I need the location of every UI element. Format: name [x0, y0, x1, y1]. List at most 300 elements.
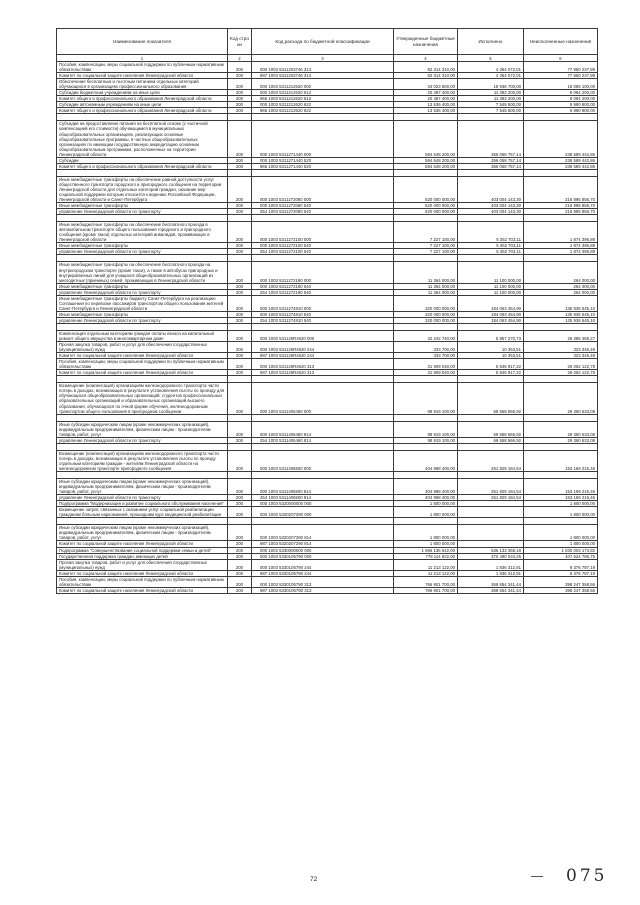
line-code-cell: 200 [228, 421, 252, 437]
spacer-cell [394, 255, 458, 262]
spacer-cell [57, 443, 228, 450]
executed-amount-cell [458, 507, 524, 518]
unexecuted-amount-cell: 1 874 396,89 [524, 249, 598, 255]
approved-amount-cell: 11 364 000,00 [394, 289, 458, 295]
approved-amount-cell: 11 364 000,00 [394, 283, 458, 289]
spacer-cell [458, 443, 524, 450]
spacer-cell [524, 215, 598, 222]
spacer-cell [228, 114, 252, 121]
spacer-cell [252, 472, 394, 479]
budget-code-cell: 000 1003 5311272100 540 [252, 243, 394, 249]
line-code-cell: 200 [228, 587, 252, 593]
approved-amount-cell: 31 909 040,00 [394, 370, 458, 376]
budget-code-cell: 000 1003 5311274810 000 [252, 295, 394, 311]
indicator-name-cell: Государственная поддержка граждан, имеющих детей [57, 553, 228, 559]
line-code-cell: 200 [228, 495, 252, 501]
unexecuted-amount-cell: 1 030 003 173,82 [524, 547, 598, 553]
approved-amount-cell: 594 648 200,00 [394, 163, 458, 169]
budget-code-cell: 254 1003 5311406500 814 [252, 495, 394, 501]
indicator-name-cell: Комитет по социальной защите населения Ленинградской области [57, 541, 228, 547]
indicator-name-cell: Возмещение (компенсация) организациям железнодорожного транспорта части потерь в доходах, возникающих в результате установления льготы по проезду для обучающихся общеобразовательных организаций, студентов профессиональных образовательных организаций и образовательных организаций высшего образования, обучающихся по очной форме обучения, железнодорожным транспортом общего пользования в пригородном сообщении [57, 383, 228, 414]
line-code-cell: 200 [228, 262, 252, 283]
budget-code-cell: 000 1003 5311272190 540 [252, 283, 394, 289]
indicator-name-cell: Возмещение затрат, связанных с оказанием услуг социальной реабилитации гражданам больным наркоманией, прошедшим курс медицинской реабилитации [57, 507, 228, 518]
approved-amount-cell: 34 023 800,00 [394, 79, 458, 90]
approved-amount-cell: 13 536 400,00 [394, 102, 458, 108]
table-row [57, 576, 598, 587]
spacer-cell [524, 414, 598, 421]
approved-amount-cell: 98 919 100,00 [394, 421, 458, 437]
line-code-cell: 200 [228, 163, 252, 169]
column-numbers-row [57, 55, 598, 62]
line-code-cell: 200 [228, 62, 252, 73]
line-code-cell: 200 [228, 383, 252, 414]
line-code-cell: 200 [228, 295, 252, 311]
spacer-cell [458, 518, 524, 525]
executed-amount-cell: 69 558 566,92 [458, 421, 524, 437]
table-row [57, 121, 598, 157]
line-code-cell: 200 [228, 576, 252, 587]
column-number: 2 [228, 55, 252, 62]
executed-amount-cell: 403 004 143,30 [458, 209, 524, 215]
spacer-cell [252, 414, 394, 421]
approved-amount-cell: 1 800 000,00 [394, 501, 458, 507]
budget-execution-table [56, 28, 598, 594]
line-code-cell: 200 [228, 570, 252, 576]
approved-amount-cell: 1 800 000,00 [394, 507, 458, 518]
unexecuted-amount-cell: 238 589 442,86 [524, 121, 598, 157]
column-number: 1 [57, 55, 228, 62]
spacer-cell [57, 255, 228, 262]
unexecuted-amount-cell: 153 169 215,46 [524, 479, 598, 495]
table-row [57, 421, 598, 437]
spacer-cell [57, 215, 228, 222]
header-approved: Утвержденные бюджетные назначения [394, 29, 458, 55]
indicator-name-cell: Иные межбюджетные трансферты [57, 203, 228, 209]
spacer-cell [394, 443, 458, 450]
spacer-row [57, 518, 598, 525]
spacer-cell [394, 169, 458, 176]
budget-code-cell: 000 1003 531126R4620 313 [252, 359, 394, 370]
line-code-cell: 200 [228, 359, 252, 370]
budget-code-cell: 987 1003 5311203746 313 [252, 73, 394, 79]
table-row [57, 222, 598, 243]
spacer-cell [458, 414, 524, 421]
indicator-name-cell: Комитет общего и профессионального образования Ленинградской области [57, 163, 228, 169]
approved-amount-cell: 620 000 000,00 [394, 176, 458, 202]
line-code-cell: 200 [228, 102, 252, 108]
executed-amount-cell: 10 353,51 [458, 353, 524, 359]
line-code-cell: 200 [228, 289, 252, 295]
budget-code-cell: 000 1003 5311212620 622 [252, 102, 394, 108]
line-code-cell: 200 [228, 353, 252, 359]
unexecuted-amount-cell: 5 990 900,00 [524, 108, 598, 114]
spacer-cell [394, 518, 458, 525]
scan-mark [531, 876, 543, 877]
line-code-cell: 200 [228, 547, 252, 553]
line-code-cell: 200 [228, 283, 252, 289]
executed-amount-cell: 11 393 200,00 [458, 90, 524, 96]
indicator-name-cell: Комитет по социальной защите населения Ленинградской области [57, 370, 228, 376]
executed-amount-cell: 5 846 917,22 [458, 359, 524, 370]
indicator-name-cell: Пособия, компенсации, меры социальной поддержки по публичным нормативным обязательствам [57, 576, 228, 587]
unexecuted-amount-cell: 29 360 533,08 [524, 383, 598, 414]
spacer-row [57, 323, 598, 330]
line-code-cell: 200 [228, 450, 252, 471]
indicator-name-cell: управление Ленинградской области по транспорту [57, 495, 228, 501]
approved-amount-cell: 594 648 200,00 [394, 121, 458, 157]
unexecuted-amount-cell: 407 624 785,75 [524, 553, 598, 559]
unexecuted-amount-cell: 26 062 122,78 [524, 370, 598, 376]
executed-amount-cell: 356 058 757,14 [458, 157, 524, 163]
line-code-cell: 200 [228, 559, 252, 570]
spacer-cell [524, 443, 598, 450]
unexecuted-amount-cell: 29 360 533,08 [524, 437, 598, 443]
executed-amount-cell: 69 558 566,92 [458, 437, 524, 443]
line-code-cell: 200 [228, 501, 252, 507]
unexecuted-amount-cell: 398 247 358,56 [524, 587, 598, 593]
executed-amount-cell: 403 004 143,30 [458, 176, 524, 202]
page-stamp: 075 [566, 866, 608, 886]
unexecuted-amount-cell: 135 936 545,10 [524, 295, 598, 311]
table-row [57, 479, 598, 495]
line-code-cell: 200 [228, 330, 252, 341]
budget-code-cell: 000 1003 5311406460 000 [252, 383, 394, 414]
unexecuted-amount-cell: 264 000,00 [524, 289, 598, 295]
budget-code-cell: 254 1003 5311406460 814 [252, 437, 394, 443]
executed-amount-cell: 11 100 000,00 [458, 289, 524, 295]
spacer-cell [57, 169, 228, 176]
budget-code-cell: 000 1003 5320207290 000 [252, 507, 394, 518]
spacer-cell [458, 255, 524, 262]
column-number: 6 [524, 55, 598, 62]
budget-code-cell: 987 1003 531126R4620 244 [252, 353, 394, 359]
unexecuted-amount-cell: 153 169 215,46 [524, 495, 598, 501]
line-code-cell: 200 [228, 342, 252, 353]
unexecuted-amount-cell: 26 385 469,27 [524, 330, 598, 341]
executed-amount-cell: 636 133 368,18 [458, 547, 524, 553]
unexecuted-amount-cell: 153 169 215,46 [524, 450, 598, 471]
budget-code-cell: 000 1003 5330000000 000 [252, 547, 394, 553]
approved-amount-cell: 7 227 100,00 [394, 249, 458, 255]
approved-amount-cell: 11 364 000,00 [394, 262, 458, 283]
spacer-cell [228, 323, 252, 330]
executed-amount-cell [458, 525, 524, 541]
approved-amount-cell: 620 000 000,00 [394, 203, 458, 209]
executed-amount-cell: 5 352 703,11 [458, 249, 524, 255]
spacer-cell [228, 518, 252, 525]
line-code-cell: 200 [228, 553, 252, 559]
spacer-cell [524, 376, 598, 383]
indicator-name-cell: Комитет по социальной защите населения Ленинградской области [57, 587, 228, 593]
unexecuted-amount-cell: 1 800 000,00 [524, 541, 598, 547]
indicator-name-cell: Иные межбюджетные трансферты бюджету Санкт-Петербурга на реализацию Соглашения по перевозке пассажиров транспортом общего пользования жителей Санкт-Петербурга и Ленинградской области [57, 295, 228, 311]
line-code-cell: 200 [228, 317, 252, 323]
spacer-cell [252, 114, 394, 121]
column-number: 5 [458, 55, 524, 62]
spacer-cell [394, 215, 458, 222]
line-code-cell: 200 [228, 249, 252, 255]
table-row [57, 330, 598, 341]
spacer-cell [524, 323, 598, 330]
approved-amount-cell: 620 000 000,00 [394, 209, 458, 215]
spacer-cell [524, 518, 598, 525]
executed-amount-cell: 184 063 454,90 [458, 295, 524, 311]
indicator-name-cell: Обеспечение бесплатным и льготным питанием отдельных категорий обучающихся в организациях профессионального образования [57, 79, 228, 90]
executed-amount-cell: 356 058 757,14 [458, 121, 524, 157]
executed-amount-cell: 4 364 072,01 [458, 73, 524, 79]
approved-amount-cell: 766 901 700,00 [394, 576, 458, 587]
table-row [57, 525, 598, 541]
approved-amount-cell: 82 314 310,00 [394, 73, 458, 79]
approved-amount-cell: 7 227 100,00 [394, 243, 458, 249]
header-line-code: Код стро ки [228, 29, 252, 55]
unexecuted-amount-cell: 1 800 000,00 [524, 501, 598, 507]
approved-amount-cell: 404 998 400,00 [394, 450, 458, 471]
budget-code-cell: 000 1003 5311272190 000 [252, 262, 394, 283]
budget-code-cell: 000 1003 5311272100 000 [252, 222, 394, 243]
budget-code-cell: 000 1003 5330105790 244 [252, 559, 394, 570]
indicator-name-cell: Прочая закупка товаров, работ и услуг для обеспечения государственных (муниципальных) нужд [57, 559, 228, 570]
budget-code-cell: 966 1003 5311212620 612 [252, 96, 394, 102]
indicator-name-cell: Комитет по социальной защите населения Ленинградской области [57, 353, 228, 359]
unexecuted-amount-cell: 264 000,00 [524, 283, 598, 289]
spacer-cell [458, 323, 524, 330]
approved-amount-cell: 1 666 136 542,00 [394, 547, 458, 553]
spacer-row [57, 255, 598, 262]
approved-amount-cell: 778 114 822,00 [394, 553, 458, 559]
spacer-cell [228, 472, 252, 479]
indicator-name-cell: Субсидии на предоставление питания на бесплатной основе (с частичной компенсацией его стоимости) обучающимся в муниципальных общеобразовательных организациях, реализующих основные общеобразовательные программы, в частных общеобразовательных организациях по имеющим государственную аккредитацию основным общеобразовательным программам, расположенных на территории Ленинградской области [57, 121, 228, 157]
budget-code-cell: 000 1003 5311203746 313 [252, 62, 394, 73]
unexecuted-amount-cell: 77 950 237,99 [524, 73, 598, 79]
executed-amount-cell: 1 836 312,81 [458, 570, 524, 576]
line-code-cell: 200 [228, 121, 252, 157]
approved-amount-cell: 82 314 310,00 [394, 62, 458, 73]
indicator-name-cell: Подпрограмма "Модернизация и развитие социального обслуживания населения" [57, 501, 228, 507]
table-row [57, 587, 598, 593]
indicator-name-cell: Иные межбюджетные трансферты на обеспечение равной доступности услуг общественного транспорта городского и пригородного сообщения на территории Ленинградской области для отдельных категорий граждан, оказание мер социальной поддержки которым относится к ведению Российской Федерации, Ленинградской области и Санкт-Петербурга [57, 176, 228, 202]
budget-code-cell: 254 1003 5311272100 540 [252, 249, 394, 255]
budget-code-cell: 000 1003 5311212620 000 [252, 79, 394, 90]
budget-code-cell: 000 1003 5311406500 814 [252, 479, 394, 495]
table-row [57, 62, 598, 73]
approved-amount-cell: 404 998 400,00 [394, 479, 458, 495]
budget-code-cell: 000 1003 5320207290 814 [252, 525, 394, 541]
table-row [57, 383, 598, 414]
executed-amount-cell: 5 857 270,73 [458, 330, 524, 341]
indicator-name-cell: Комитет общего и профессионального образования Ленинградской области [57, 108, 228, 114]
approved-amount-cell: 20 487 400,00 [394, 90, 458, 96]
line-code-cell: 200 [228, 90, 252, 96]
spacer-cell [524, 114, 598, 121]
indicator-name-cell: Компенсация отдельным категориям граждан оплаты взноса на капитальный ремонт общего имущества в многоквартирном доме [57, 330, 228, 341]
spacer-cell [458, 472, 524, 479]
budget-code-cell: 000 1003 5311271440 520 [252, 157, 394, 163]
approved-amount-cell: 333 700,00 [394, 342, 458, 353]
indicator-name-cell: Пособия, компенсации, меры социальной поддержки по публичным нормативным обязательствам [57, 359, 228, 370]
approved-amount-cell: 11 213 122,00 [394, 559, 458, 570]
line-code-cell: 200 [228, 525, 252, 541]
unexecuted-amount-cell: 135 936 545,10 [524, 311, 598, 317]
unexecuted-amount-cell: 29 360 533,08 [524, 421, 598, 437]
budget-code-cell: 966 1003 5311212620 622 [252, 108, 394, 114]
executed-amount-cell: 251 829 184,54 [458, 479, 524, 495]
indicator-name-cell: Иные межбюджетные трансферты [57, 243, 228, 249]
unexecuted-amount-cell: 1 874 396,89 [524, 222, 598, 243]
line-code-cell: 200 [228, 370, 252, 376]
approved-amount-cell: 1 800 000,00 [394, 541, 458, 547]
spacer-cell [394, 472, 458, 479]
spacer-cell [394, 414, 458, 421]
approved-amount-cell: 320 000 000,00 [394, 295, 458, 311]
unexecuted-amount-cell: 5 990 900,00 [524, 102, 598, 108]
line-code-cell: 200 [228, 437, 252, 443]
unexecuted-amount-cell: 9 094 200,00 [524, 96, 598, 102]
unexecuted-amount-cell: 1 874 396,89 [524, 243, 598, 249]
budget-code-cell: 000 1003 531126R4620 000 [252, 330, 394, 341]
spacer-cell [57, 323, 228, 330]
line-code-cell: 200 [228, 541, 252, 547]
budget-code-cell: 000 1003 5311271440 000 [252, 121, 394, 157]
budget-code-cell: 000 1003 5311272080 000 [252, 176, 394, 202]
indicator-name-cell: Иные межбюджетные трансферты [57, 283, 228, 289]
header-executed: Исполнено [458, 29, 524, 55]
budget-code-cell: 000 1003 5330105790 000 [252, 553, 394, 559]
approved-amount-cell: 766 901 700,00 [394, 587, 458, 593]
indicator-name-cell: Иные межбюджетные трансферты на обеспечение бесплатного проезда на внутригородском транспорте (кроме такси), а также в автобусах пригородных и внутрирайонных линий для учащихся общеобразовательных организаций из многодетных (приемных) семей, проживающих в Ленинградской области [57, 262, 228, 283]
line-code-cell: 200 [228, 222, 252, 243]
approved-amount-cell: 320 000 000,00 [394, 311, 458, 317]
approved-amount-cell: 13 536 400,00 [394, 108, 458, 114]
spacer-cell [252, 215, 394, 222]
unexecuted-amount-cell: 216 995 856,70 [524, 176, 598, 202]
unexecuted-amount-cell: 264 000,00 [524, 262, 598, 283]
spacer-row [57, 414, 598, 421]
spacer-row [57, 169, 598, 176]
table-body [57, 62, 598, 594]
executed-amount-cell: 5 352 703,11 [458, 222, 524, 243]
line-code-cell: 200 [228, 176, 252, 202]
approved-amount-cell: 98 919 100,00 [394, 437, 458, 443]
approved-amount-cell: 11 213 122,00 [394, 570, 458, 576]
indicator-name-cell: управление Ленинградской области по транспорту [57, 249, 228, 255]
approved-amount-cell: 333 700,00 [394, 353, 458, 359]
spacer-cell [57, 518, 228, 525]
spacer-cell [228, 376, 252, 383]
indicator-name-cell: Пособия, компенсации, меры социальной поддержки по публичным нормативным обязательствам [57, 62, 228, 73]
header-budget-code: Код расхода по бюджетной классификации [252, 29, 394, 55]
spacer-row [57, 443, 598, 450]
page-number: 72 [310, 876, 318, 883]
indicator-name-cell: Субсидии бюджетным учреждениям на иные цели [57, 90, 228, 96]
budget-code-cell: 987 1003 5330105790 313 [252, 587, 394, 593]
approved-amount-cell: 404 998 400,00 [394, 495, 458, 501]
indicator-name-cell: Иные субсидии юридическим лицам (кроме некоммерческих организаций), индивидуальным предпринимателям, физическим лицам - производителям товаров, работ, услуг [57, 421, 228, 437]
unexecuted-amount-cell: 238 589 442,86 [524, 163, 598, 169]
budget-code-cell: 000 1003 5311274810 540 [252, 311, 394, 317]
header-indicator-name: Наименование показателя [57, 29, 228, 55]
line-code-cell: 200 [228, 311, 252, 317]
approved-amount-cell: 98 919 100,00 [394, 383, 458, 414]
executed-amount-cell: 184 063 454,90 [458, 317, 524, 323]
executed-amount-cell: 251 829 184,54 [458, 495, 524, 501]
spacer-cell [252, 323, 394, 330]
indicator-name-cell: управление Ленинградской области по транспорту [57, 437, 228, 443]
spacer-cell [252, 443, 394, 450]
unexecuted-amount-cell: 26 062 122,78 [524, 359, 598, 370]
line-code-cell: 200 [228, 209, 252, 215]
executed-amount-cell: 11 393 200,00 [458, 96, 524, 102]
spacer-row [57, 114, 598, 121]
line-code-cell: 200 [228, 108, 252, 114]
indicator-name-cell: Субсидии автономным учреждениям на иные цели [57, 102, 228, 108]
executed-amount-cell: 18 938 700,00 [458, 79, 524, 90]
budget-code-cell: 254 1003 5311274810 540 [252, 317, 394, 323]
spacer-cell [228, 169, 252, 176]
budget-code-cell: 000 1003 5330105790 313 [252, 576, 394, 587]
approved-amount-cell: 31 909 040,00 [394, 359, 458, 370]
approved-amount-cell: 1 800 000,00 [394, 525, 458, 541]
spacer-cell [252, 376, 394, 383]
line-code-cell: 200 [228, 203, 252, 209]
indicator-name-cell: Иные межбюджетные трансферты [57, 311, 228, 317]
executed-amount-cell: 11 100 000,00 [458, 283, 524, 289]
column-number: 4 [394, 55, 458, 62]
unexecuted-amount-cell: 1 800 000,00 [524, 525, 598, 541]
budget-code-cell: 254 1003 5311272190 540 [252, 289, 394, 295]
indicator-name-cell: Комитет по социальной защите населения Ленинградской области [57, 73, 228, 79]
unexecuted-amount-cell: 9 376 787,19 [524, 559, 598, 570]
executed-amount-cell: 1 836 312,81 [458, 559, 524, 570]
spacer-cell [394, 323, 458, 330]
spacer-cell [394, 376, 458, 383]
budget-code-cell: 254 1003 5311272080 540 [252, 209, 394, 215]
unexecuted-amount-cell: 77 950 237,99 [524, 62, 598, 73]
budget-code-cell: 000 1003 5311272080 540 [252, 203, 394, 209]
line-code-cell: 200 [228, 243, 252, 249]
spacer-cell [228, 215, 252, 222]
spacer-cell [252, 255, 394, 262]
executed-amount-cell: 403 004 143,30 [458, 203, 524, 209]
line-code-cell: 200 [228, 157, 252, 163]
executed-amount-cell: 356 058 757,14 [458, 163, 524, 169]
unexecuted-amount-cell: 238 589 442,86 [524, 157, 598, 163]
table-row [57, 359, 598, 370]
executed-amount-cell: 69 558 566,92 [458, 383, 524, 414]
line-code-cell: 200 [228, 479, 252, 495]
unexecuted-amount-cell: 216 995 856,70 [524, 203, 598, 209]
spacer-cell [252, 518, 394, 525]
indicator-name-cell: Иные межбюджетные трансферты на обеспечение бесплатного проезда в автомобильном транспорте общего пользования городского и пригородного сообщения (кроме такси) отдельных категорий инвалидов, проживающих в Ленинградской области [57, 222, 228, 243]
approved-amount-cell: 20 487 400,00 [394, 96, 458, 102]
table-row [57, 559, 598, 570]
budget-code-cell: 000 1003 5311212620 612 [252, 90, 394, 96]
spacer-cell [524, 169, 598, 176]
indicator-name-cell: Иные субсидии юридическим лицам (кроме некоммерческих организаций), индивидуальным предпринимателям, физическим лицам - производителям товаров, работ, услуг [57, 479, 228, 495]
unexecuted-amount-cell: 1 800 000,00 [524, 507, 598, 518]
line-code-cell: 200 [228, 507, 252, 518]
executed-amount-cell: 251 829 184,54 [458, 450, 524, 471]
table-row [57, 295, 598, 311]
unexecuted-amount-cell: 9 376 787,19 [524, 570, 598, 576]
executed-amount-cell: 184 063 454,90 [458, 311, 524, 317]
approved-amount-cell: 320 000 000,00 [394, 317, 458, 323]
spacer-cell [228, 255, 252, 262]
spacer-cell [524, 472, 598, 479]
indicator-name-cell: Комитет общего и профессионального образования Ленинградской области [57, 96, 228, 102]
unexecuted-amount-cell: 323 346,49 [524, 353, 598, 359]
